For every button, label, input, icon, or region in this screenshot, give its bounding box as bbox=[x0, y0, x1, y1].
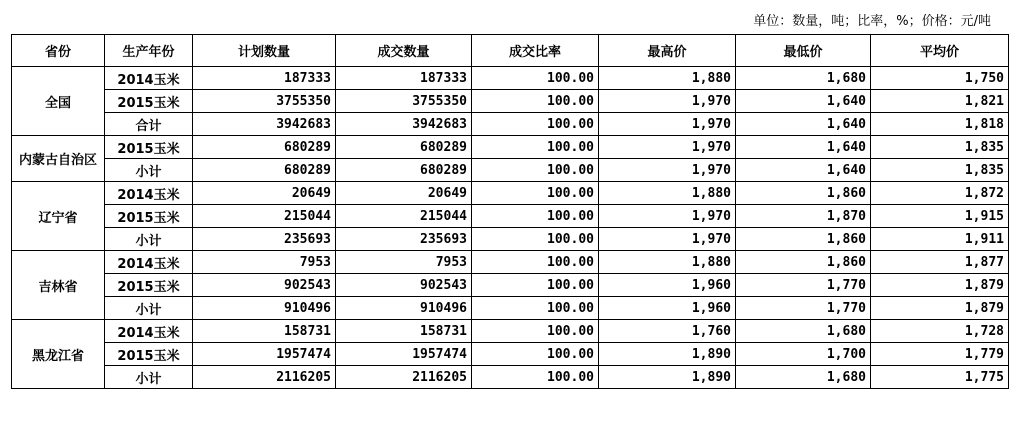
trade-rate-cell: 100.00 bbox=[472, 274, 599, 297]
planned-quantity-cell: 7953 bbox=[193, 251, 336, 274]
col-header-rate: 成交比率 bbox=[472, 35, 599, 67]
province-cell: 吉林省 bbox=[12, 251, 105, 320]
planned-quantity-cell: 3755350 bbox=[193, 90, 336, 113]
year-cell: 2015玉米 bbox=[105, 205, 193, 228]
traded-quantity-cell: 3942683 bbox=[336, 113, 472, 136]
max-price-cell: 1,880 bbox=[599, 67, 736, 90]
planned-quantity-cell: 2116205 bbox=[193, 366, 336, 389]
max-price-cell: 1,970 bbox=[599, 136, 736, 159]
max-price-cell: 1,960 bbox=[599, 297, 736, 320]
max-price-cell: 1,880 bbox=[599, 251, 736, 274]
planned-quantity-cell: 158731 bbox=[193, 320, 336, 343]
min-price-cell: 1,860 bbox=[736, 182, 871, 205]
avg-price-cell: 1,779 bbox=[871, 343, 1009, 366]
min-price-cell: 1,640 bbox=[736, 113, 871, 136]
max-price-cell: 1,890 bbox=[599, 366, 736, 389]
trade-rate-cell: 100.00 bbox=[472, 228, 599, 251]
avg-price-cell: 1,911 bbox=[871, 228, 1009, 251]
planned-quantity-cell: 1957474 bbox=[193, 343, 336, 366]
table-row bbox=[12, 343, 1009, 366]
traded-quantity-cell: 158731 bbox=[336, 320, 472, 343]
traded-quantity-cell: 3755350 bbox=[336, 90, 472, 113]
col-header-min-price: 最低价 bbox=[736, 35, 871, 67]
trade-rate-cell: 100.00 bbox=[472, 113, 599, 136]
table-body bbox=[12, 67, 1009, 389]
avg-price-cell: 1,835 bbox=[871, 136, 1009, 159]
header-row bbox=[12, 35, 1009, 67]
planned-quantity-cell: 235693 bbox=[193, 228, 336, 251]
traded-quantity-cell: 187333 bbox=[336, 67, 472, 90]
traded-quantity-cell: 2116205 bbox=[336, 366, 472, 389]
year-cell: 2014玉米 bbox=[105, 251, 193, 274]
max-price-cell: 1,880 bbox=[599, 182, 736, 205]
max-price-cell: 1,970 bbox=[599, 90, 736, 113]
trade-rate-cell: 100.00 bbox=[472, 297, 599, 320]
year-cell: 2014玉米 bbox=[105, 182, 193, 205]
table-row bbox=[12, 366, 1009, 389]
year-cell: 2015玉米 bbox=[105, 343, 193, 366]
year-cell: 小计 bbox=[105, 366, 193, 389]
avg-price-cell: 1,879 bbox=[871, 274, 1009, 297]
planned-quantity-cell: 20649 bbox=[193, 182, 336, 205]
year-cell: 2014玉米 bbox=[105, 320, 193, 343]
trading-results-table bbox=[11, 34, 1009, 389]
max-price-cell: 1,890 bbox=[599, 343, 736, 366]
min-price-cell: 1,870 bbox=[736, 205, 871, 228]
year-cell: 小计 bbox=[105, 159, 193, 182]
table-row bbox=[12, 67, 1009, 90]
trade-rate-cell: 100.00 bbox=[472, 90, 599, 113]
traded-quantity-cell: 235693 bbox=[336, 228, 472, 251]
trade-rate-cell: 100.00 bbox=[472, 205, 599, 228]
trade-rate-cell: 100.00 bbox=[472, 159, 599, 182]
avg-price-cell: 1,835 bbox=[871, 159, 1009, 182]
table-row bbox=[12, 274, 1009, 297]
min-price-cell: 1,680 bbox=[736, 320, 871, 343]
province-cell: 辽宁省 bbox=[12, 182, 105, 251]
min-price-cell: 1,640 bbox=[736, 136, 871, 159]
table-row bbox=[12, 113, 1009, 136]
avg-price-cell: 1,775 bbox=[871, 366, 1009, 389]
province-cell: 内蒙古自治区 bbox=[12, 136, 105, 182]
traded-quantity-cell: 215044 bbox=[336, 205, 472, 228]
table-row bbox=[12, 297, 1009, 320]
avg-price-cell: 1,750 bbox=[871, 67, 1009, 90]
planned-quantity-cell: 910496 bbox=[193, 297, 336, 320]
col-header-avg-price: 平均价 bbox=[871, 35, 1009, 67]
col-header-planned: 计划数量 bbox=[193, 35, 336, 67]
table-row bbox=[12, 205, 1009, 228]
year-cell: 2015玉米 bbox=[105, 136, 193, 159]
max-price-cell: 1,970 bbox=[599, 205, 736, 228]
max-price-cell: 1,970 bbox=[599, 113, 736, 136]
min-price-cell: 1,680 bbox=[736, 67, 871, 90]
avg-price-cell: 1,821 bbox=[871, 90, 1009, 113]
min-price-cell: 1,640 bbox=[736, 90, 871, 113]
min-price-cell: 1,770 bbox=[736, 297, 871, 320]
traded-quantity-cell: 20649 bbox=[336, 182, 472, 205]
col-header-province: 省份 bbox=[12, 35, 105, 67]
max-price-cell: 1,760 bbox=[599, 320, 736, 343]
min-price-cell: 1,860 bbox=[736, 228, 871, 251]
min-price-cell: 1,680 bbox=[736, 366, 871, 389]
traded-quantity-cell: 902543 bbox=[336, 274, 472, 297]
province-cell: 黑龙江省 bbox=[12, 320, 105, 389]
traded-quantity-cell: 1957474 bbox=[336, 343, 472, 366]
avg-price-cell: 1,818 bbox=[871, 113, 1009, 136]
traded-quantity-cell: 680289 bbox=[336, 159, 472, 182]
trade-rate-cell: 100.00 bbox=[472, 366, 599, 389]
min-price-cell: 1,700 bbox=[736, 343, 871, 366]
min-price-cell: 1,640 bbox=[736, 159, 871, 182]
year-cell: 2015玉米 bbox=[105, 274, 193, 297]
year-cell: 小计 bbox=[105, 297, 193, 320]
planned-quantity-cell: 680289 bbox=[193, 159, 336, 182]
table-row bbox=[12, 90, 1009, 113]
max-price-cell: 1,970 bbox=[599, 159, 736, 182]
planned-quantity-cell: 902543 bbox=[193, 274, 336, 297]
table-row bbox=[12, 159, 1009, 182]
traded-quantity-cell: 910496 bbox=[336, 297, 472, 320]
col-header-max-price: 最高价 bbox=[599, 35, 736, 67]
year-cell: 2014玉米 bbox=[105, 67, 193, 90]
trade-rate-cell: 100.00 bbox=[472, 251, 599, 274]
table-row bbox=[12, 182, 1009, 205]
planned-quantity-cell: 215044 bbox=[193, 205, 336, 228]
table-row bbox=[12, 251, 1009, 274]
table-row bbox=[12, 228, 1009, 251]
trade-rate-cell: 100.00 bbox=[472, 343, 599, 366]
min-price-cell: 1,860 bbox=[736, 251, 871, 274]
planned-quantity-cell: 187333 bbox=[193, 67, 336, 90]
avg-price-cell: 1,728 bbox=[871, 320, 1009, 343]
trade-rate-cell: 100.00 bbox=[472, 182, 599, 205]
planned-quantity-cell: 3942683 bbox=[193, 113, 336, 136]
province-cell: 全国 bbox=[12, 67, 105, 136]
table-row bbox=[12, 320, 1009, 343]
max-price-cell: 1,960 bbox=[599, 274, 736, 297]
avg-price-cell: 1,872 bbox=[871, 182, 1009, 205]
year-cell: 合计 bbox=[105, 113, 193, 136]
avg-price-cell: 1,877 bbox=[871, 251, 1009, 274]
max-price-cell: 1,970 bbox=[599, 228, 736, 251]
year-cell: 2015玉米 bbox=[105, 90, 193, 113]
col-header-year: 生产年份 bbox=[105, 35, 193, 67]
planned-quantity-cell: 680289 bbox=[193, 136, 336, 159]
min-price-cell: 1,770 bbox=[736, 274, 871, 297]
avg-price-cell: 1,915 bbox=[871, 205, 1009, 228]
table-row bbox=[12, 136, 1009, 159]
unit-note: 单位：数量，吨；比率，%；价格：元/吨 bbox=[753, 14, 991, 29]
year-cell: 小计 bbox=[105, 228, 193, 251]
traded-quantity-cell: 680289 bbox=[336, 136, 472, 159]
traded-quantity-cell: 7953 bbox=[336, 251, 472, 274]
trade-rate-cell: 100.00 bbox=[472, 67, 599, 90]
col-header-traded: 成交数量 bbox=[336, 35, 472, 67]
avg-price-cell: 1,879 bbox=[871, 297, 1009, 320]
trade-rate-cell: 100.00 bbox=[472, 136, 599, 159]
trade-rate-cell: 100.00 bbox=[472, 320, 599, 343]
